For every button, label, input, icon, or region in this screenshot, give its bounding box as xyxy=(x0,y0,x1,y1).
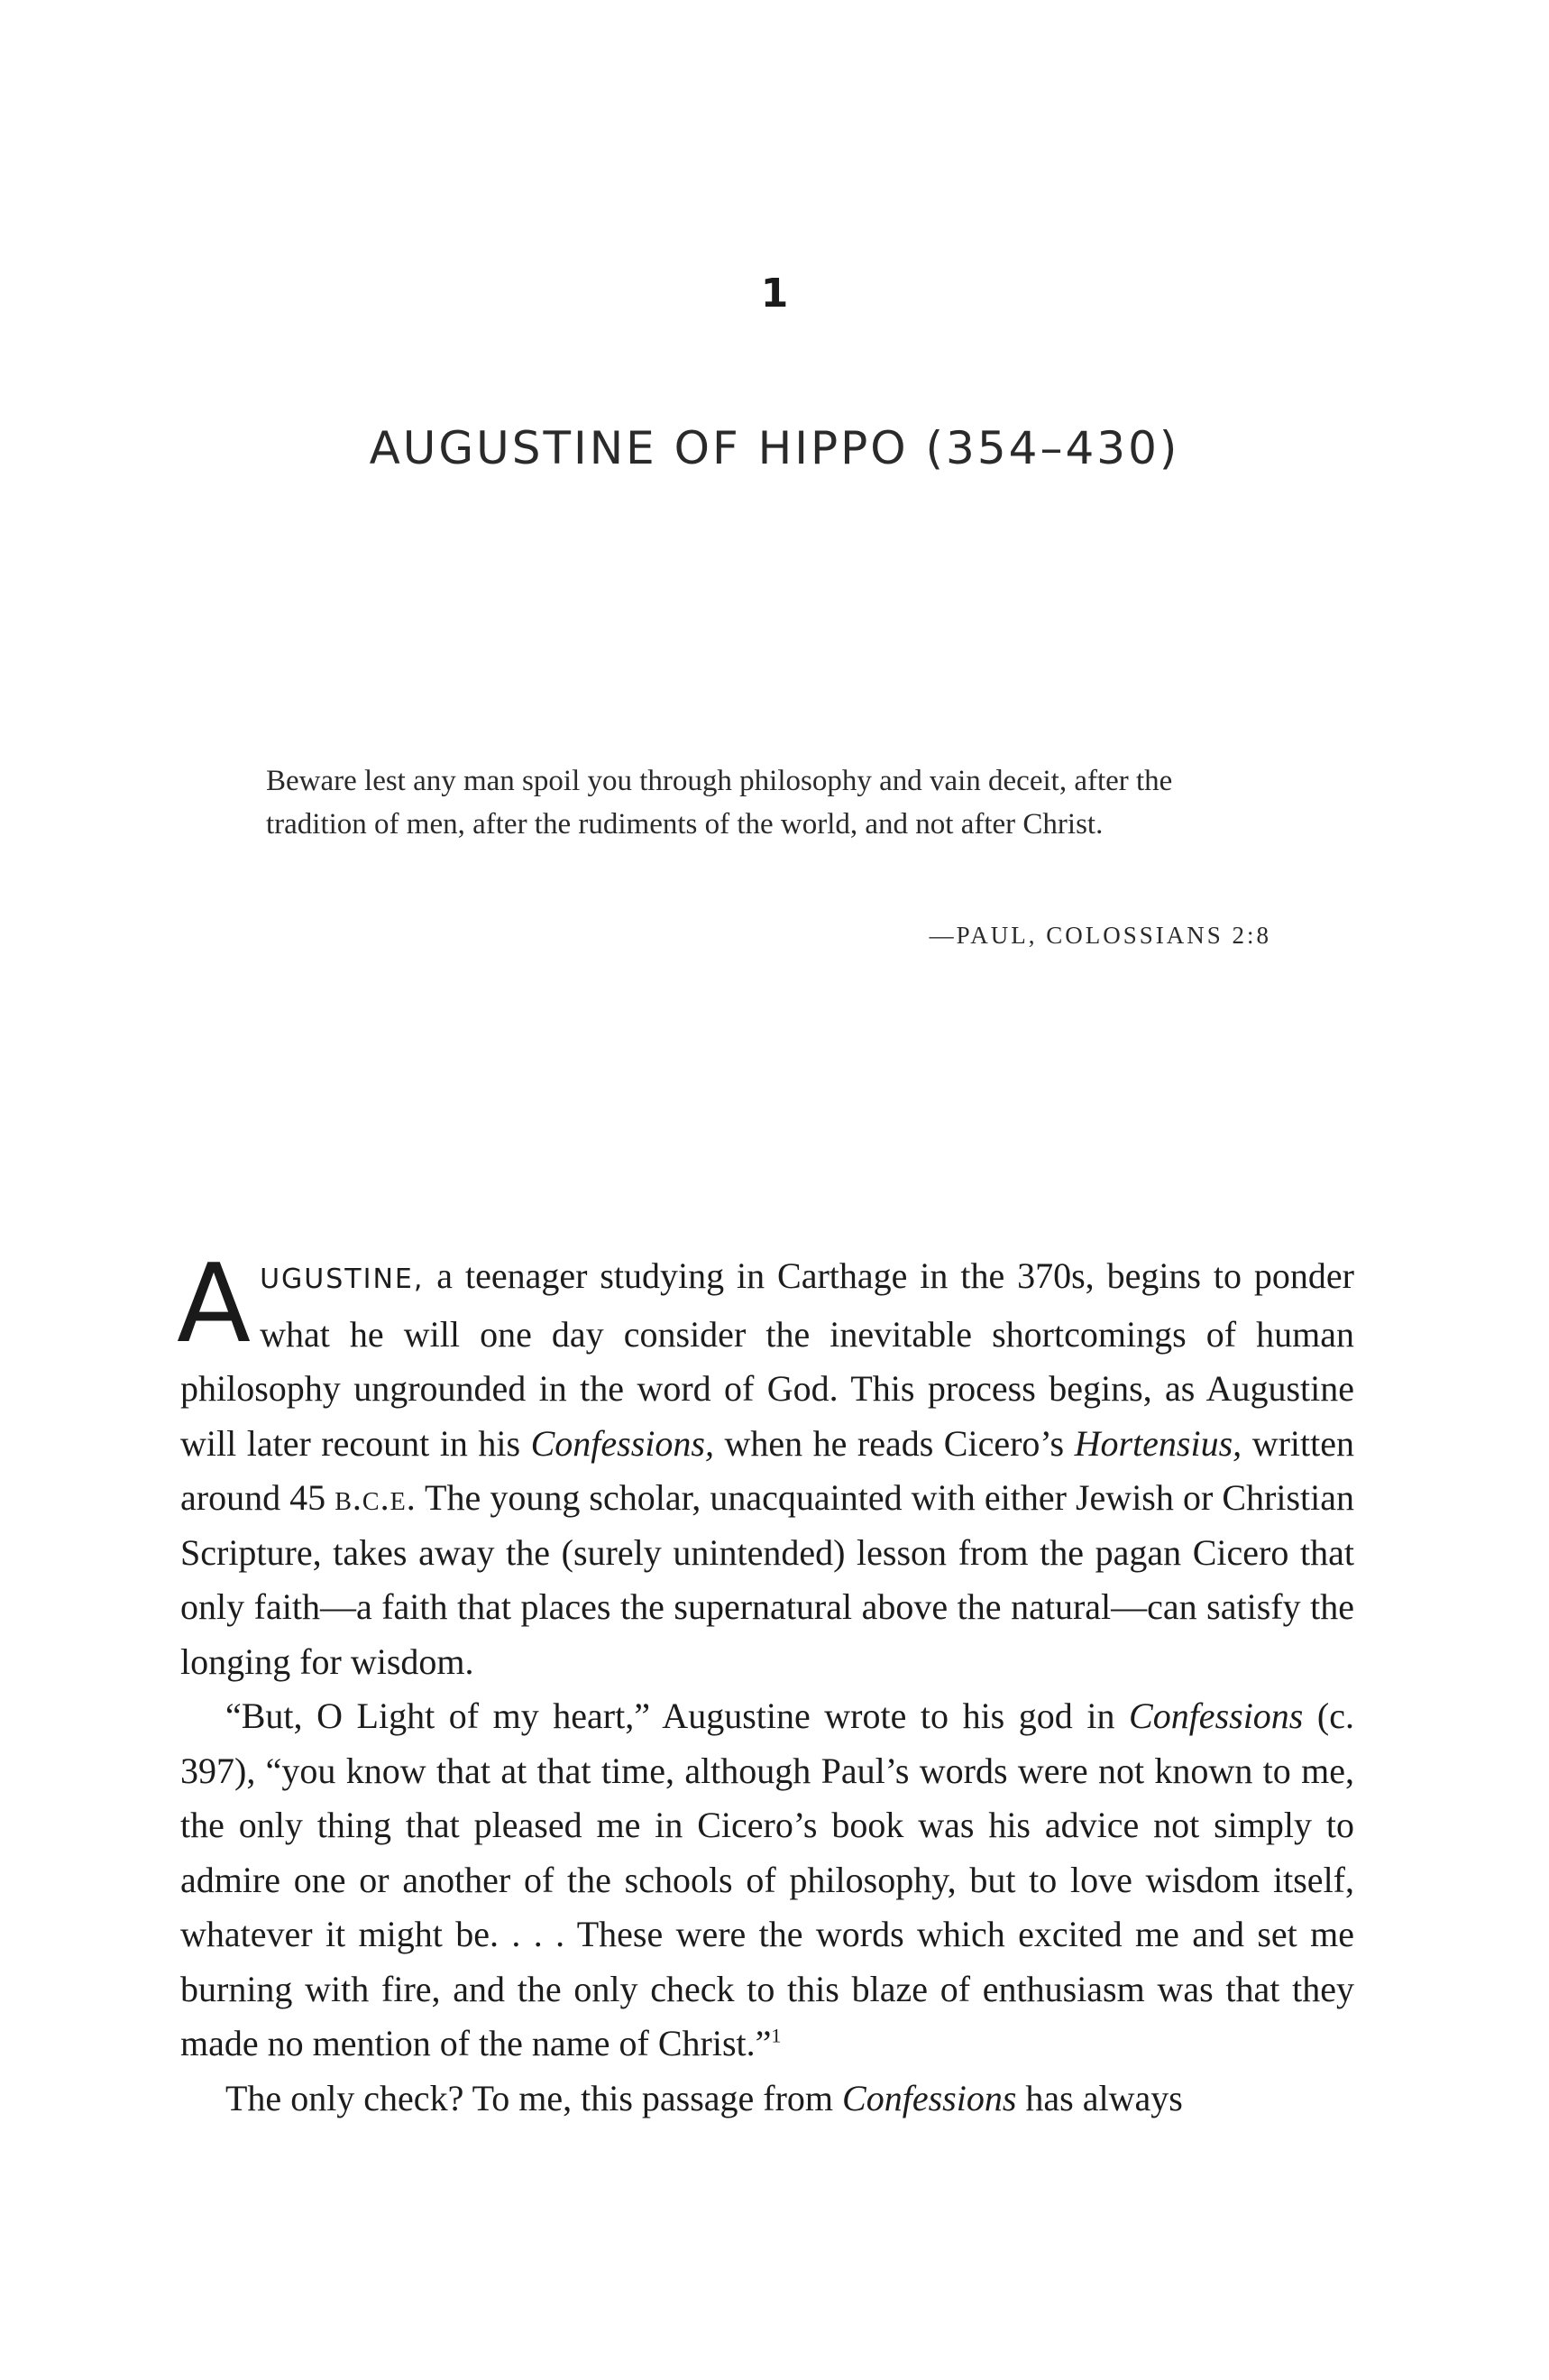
book-title: Confessions xyxy=(842,2077,1017,2118)
epigraph-attribution: —PAUL, COLOSSIANS 2:8 xyxy=(929,922,1271,949)
lead-in-smallcaps: UGUSTINE, xyxy=(260,1264,425,1295)
drop-cap: A xyxy=(177,1242,252,1367)
epigraph-quote: Beware lest any man spoil you through philosophy and vain deceit, after the tradition of men, after the rudiments of the world, and not after Christ. xyxy=(266,765,1173,841)
book-title: Hortensius, xyxy=(1074,1422,1242,1464)
book-title: Confessions xyxy=(1129,1695,1304,1736)
paragraph-text: when he reads Cicero’s xyxy=(713,1422,1075,1464)
paragraph-text: The only check? To me, this passage from xyxy=(225,2077,843,2118)
chapter-number: 1 xyxy=(760,271,789,317)
book-title: Confessions, xyxy=(530,1422,714,1464)
paragraph-2 xyxy=(180,1689,1354,2072)
era-abbreviation: b.c.e. xyxy=(335,1477,417,1518)
paragraph-text: has always xyxy=(1016,2077,1183,2118)
paragraph-text: The young scholar, unacquainted with either Jewish or Christian Scripture, takes away the (surely unintended) lesson from the pagan Cicero that only faith—a faith that places the supernatural above the natural—can satisfy the longing for wisdom. xyxy=(180,1477,1355,1682)
paragraph-3 xyxy=(180,2072,1354,2127)
footnote-marker[interactable]: 1 xyxy=(771,2024,782,2047)
paragraph-1 xyxy=(177,1242,1355,1689)
chapter-title: AUGUSTINE OF HIPPO (354–430) xyxy=(369,422,1180,474)
chapter-body xyxy=(177,1242,1355,2126)
paragraph-text: “But, O Light of my heart,” Augustine wrote to his god in xyxy=(225,1695,1130,1736)
paragraph-text: a teenager studying in Carthage in the 370s, begins to ponder what he will one day consider the inevitable shortcomings of human philosophy ungrounded in the word of God. This process begins, as Augustine will later recount in his xyxy=(180,1255,1354,1464)
paragraph-text: (c. 397), “you know that at that time, although Paul’s words were not known to me, the only thing that pleased me in Cicero’s book was his advice not simply to admire one or another of the schools of philosophy, but to love wisdom itself, whatever it might be. . . . These were the words which excited me and set me burning with fire, and the only check to this blaze of enthusiasm was that they made no mention of the name of Christ.” xyxy=(180,1695,1354,2063)
paragraph-text: written around 45 xyxy=(180,1422,1355,1518)
